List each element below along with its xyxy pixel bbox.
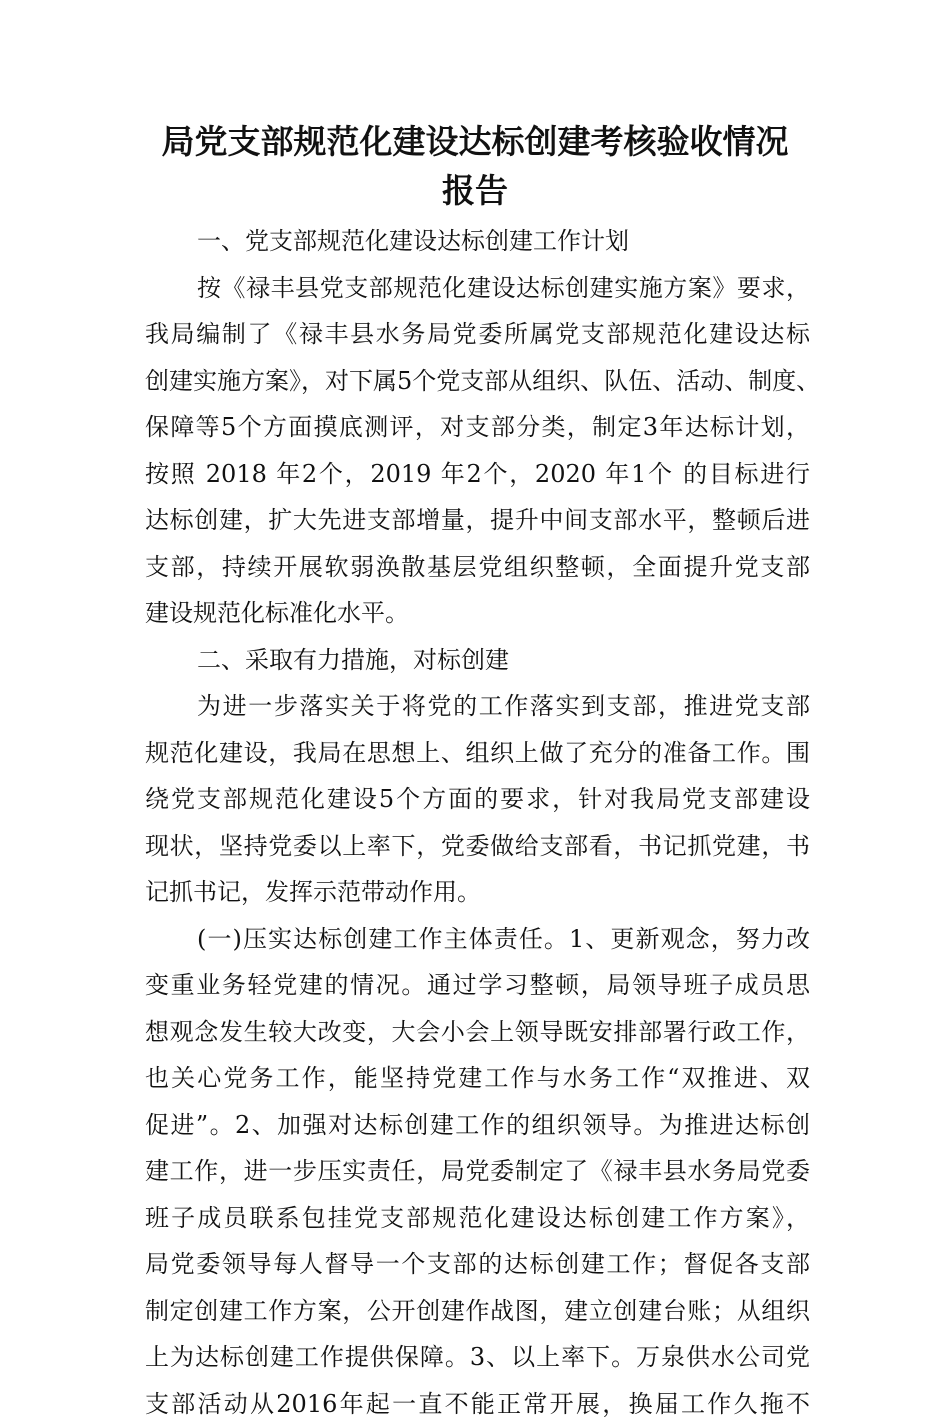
paragraph-line: 保障等5个方面摸底测评，对支部分类，制定3年达标计划， xyxy=(145,404,810,451)
paragraph-line: 现状，坚持党委以上率下，党委做给支部看，书记抓党建，书 xyxy=(145,823,810,870)
document-title-line-2: 报告 xyxy=(120,171,830,211)
paragraph-line: 也关心党务工作，能坚持党建工作与水务工作“双推进、双 xyxy=(145,1055,810,1102)
section-heading-1: 一、党支部规范化建设达标创建工作计划 xyxy=(145,218,810,265)
paragraph-line: 创建实施方案》，对下属5个党支部从组织、队伍、活动、制度、 xyxy=(145,358,810,405)
paragraph-line: 上为达标创建工作提供保障。3、以上率下。万泉供水公司党 xyxy=(145,1334,810,1381)
paragraph-line: 按照 2018 年2个，2019 年2个，2020 年1个 的目标进行 xyxy=(145,451,810,498)
paragraph-line: 变重业务轻党建的情况。通过学习整顿，局领导班子成员思 xyxy=(145,962,810,1009)
document-title-line-1: 局党支部规范化建设达标创建考核验收情况 xyxy=(120,122,830,162)
paragraph-line: 支部活动从2016年起一直不能正常开展，换届工作久拖不 xyxy=(145,1381,810,1427)
paragraph-line: 记抓书记，发挥示范带动作用。 xyxy=(145,869,810,916)
paragraph-line: 建设规范化标准化水平。 xyxy=(145,590,810,637)
paragraph-line: 班子成员联系包挂党支部规范化建设达标创建工作方案》， xyxy=(145,1195,810,1242)
paragraph-line: 绕党支部规范化建设5个方面的要求，针对我局党支部建设 xyxy=(145,776,810,823)
paragraph-line: 按《禄丰县党支部规范化建设达标创建实施方案》要求， xyxy=(145,265,810,312)
paragraph-line: 为进一步落实关于将党的工作落实到支部，推进党支部 xyxy=(145,683,810,730)
paragraph-line: 规范化建设，我局在思想上、组织上做了充分的准备工作。围 xyxy=(145,730,810,777)
paragraph-line: 局党委领导每人督导一个支部的达标创建工作；督促各支部 xyxy=(145,1241,810,1288)
paragraph-line: (一)压实达标创建工作主体责任。1、更新观念，努力改 xyxy=(145,916,810,963)
paragraph-line: 制定创建工作方案，公开创建作战图，建立创建台账；从组织 xyxy=(145,1288,810,1335)
section-heading-2: 二、采取有力措施，对标创建 xyxy=(145,637,810,684)
document-body xyxy=(145,218,810,1427)
paragraph-line: 支部，持续开展软弱涣散基层党组织整顿，全面提升党支部 xyxy=(145,544,810,591)
paragraph-line: 建工作，进一步压实责任，局党委制定了《禄丰县水务局党委 xyxy=(145,1148,810,1195)
paragraph-line: 促进”。2、加强对达标创建工作的组织领导。为推进达标创 xyxy=(145,1102,810,1149)
paragraph-line: 想观念发生较大改变，大会小会上领导既安排部署行政工作， xyxy=(145,1009,810,1056)
paragraph-line: 我局编制了《禄丰县水务局党委所属党支部规范化建设达标 xyxy=(145,311,810,358)
paragraph-line: 达标创建，扩大先进支部增量，提升中间支部水平，整顿后进 xyxy=(145,497,810,544)
